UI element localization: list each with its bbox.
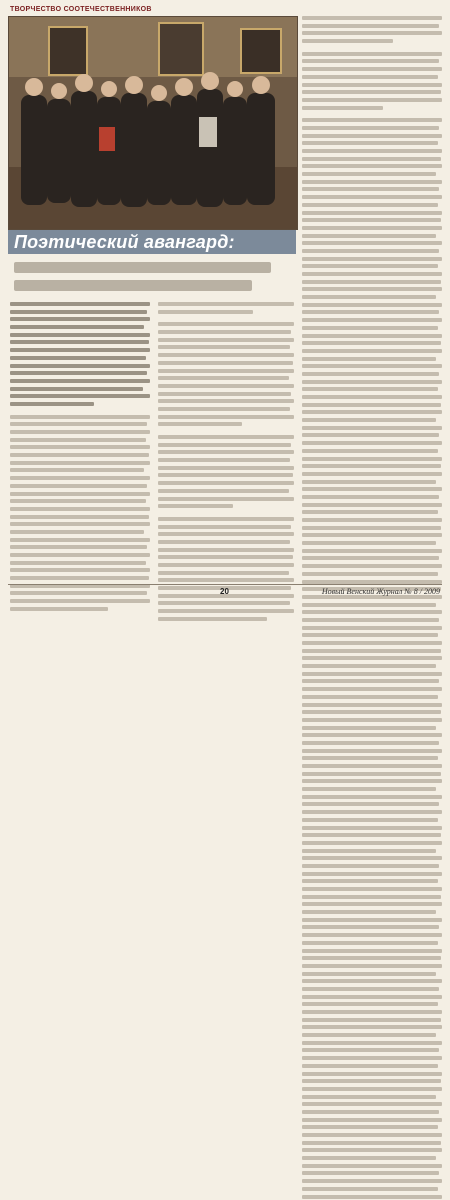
group-photo-illustration <box>9 17 297 229</box>
journal-footer: Новый Венский Журнал № 8 / 2009 <box>321 587 440 596</box>
article-column-right <box>302 16 442 1200</box>
group-photo <box>8 16 298 230</box>
section-tag: ТВОРЧЕСТВО СООТЕЧЕСТВЕННИКОВ <box>10 6 152 13</box>
article-column-left <box>10 302 150 615</box>
subheadline-placeholder <box>14 262 284 298</box>
page-number: 20 <box>220 587 229 596</box>
headline: Поэтический авангард: <box>14 232 235 252</box>
article-column-middle <box>158 302 294 625</box>
footer-rule <box>8 584 442 585</box>
